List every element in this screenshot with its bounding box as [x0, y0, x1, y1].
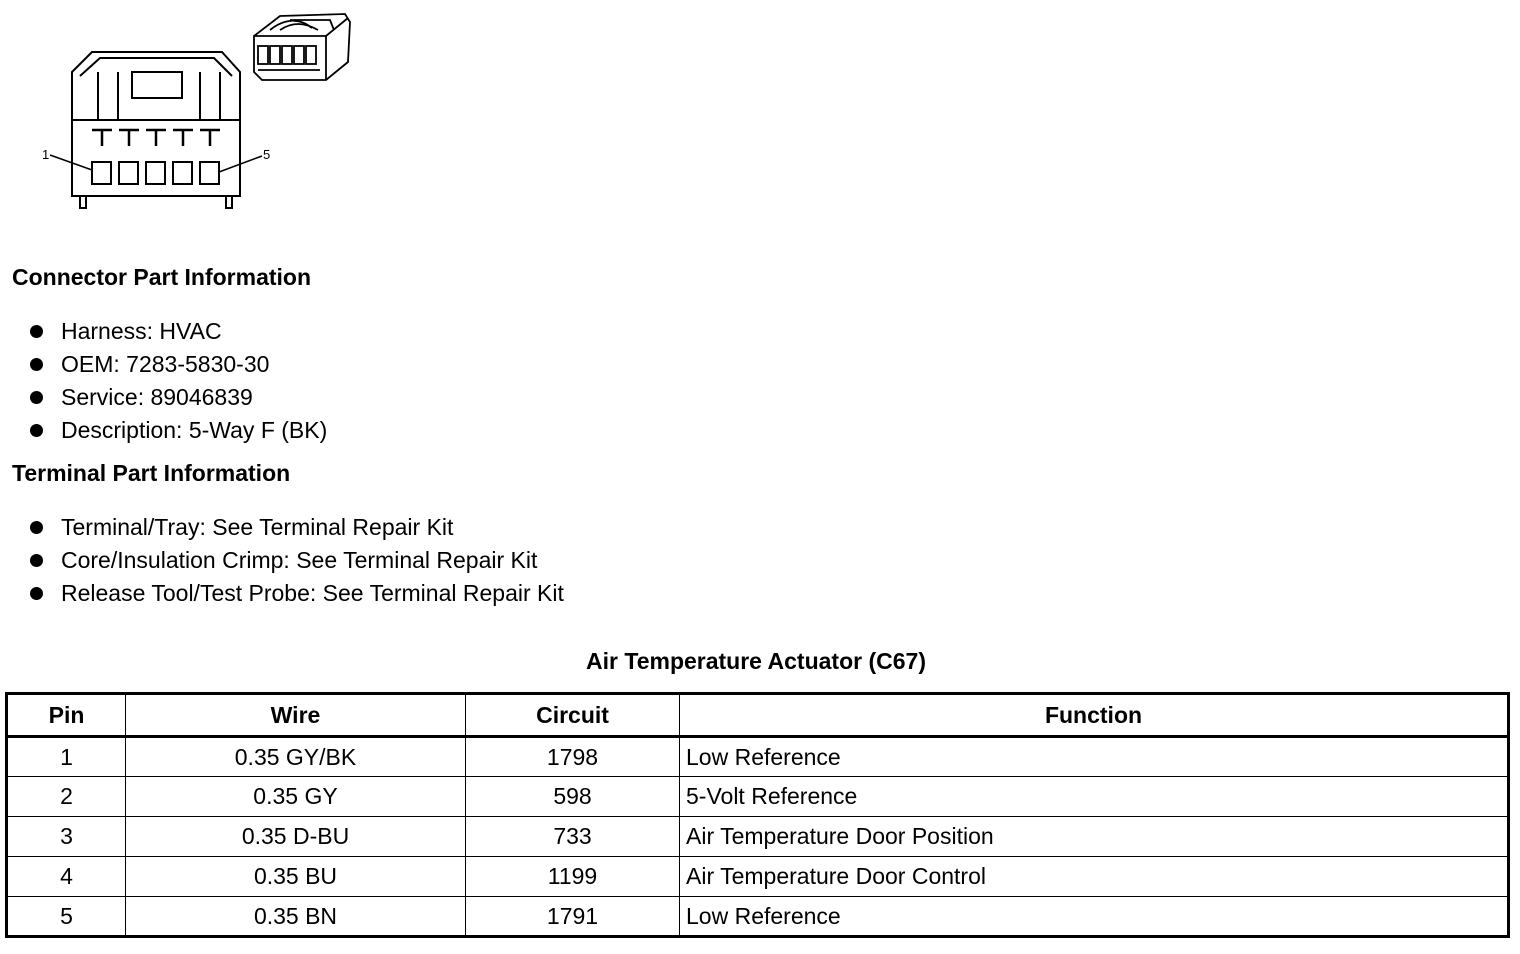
pin-cell: 1	[7, 737, 126, 777]
pin-cell: 3	[7, 817, 126, 857]
table-row	[7, 857, 1509, 897]
column-header-function: Function	[680, 694, 1509, 737]
wire-cell: 0.35 BU	[126, 857, 466, 897]
wire-cell: 0.35 GY/BK	[126, 737, 466, 777]
bullet-icon	[30, 587, 43, 600]
bullet-icon	[30, 391, 43, 404]
terminal-symbols	[92, 130, 220, 146]
function-cell: 5-Volt Reference	[680, 777, 1509, 817]
bullet-icon	[30, 554, 43, 567]
table-header-row	[7, 694, 1509, 737]
list-item: Service: 89046839	[30, 381, 327, 414]
pin-cell: 4	[7, 857, 126, 897]
connector-info-list	[30, 315, 327, 447]
table-row	[7, 777, 1509, 817]
terminal-info-title: Terminal Part Information	[12, 460, 291, 486]
pin-cavities	[92, 162, 219, 184]
list-item: Terminal/Tray: See Terminal Repair Kit	[30, 511, 564, 544]
circuit-cell: 1798	[466, 737, 680, 777]
column-header-wire: Wire	[126, 694, 466, 737]
pinout-table	[5, 692, 1510, 938]
list-item: Description: 5-Way F (BK)	[30, 414, 327, 447]
connector-isometric-view	[254, 14, 350, 80]
wire-cell: 0.35 D-BU	[126, 817, 466, 857]
function-cell: Low Reference	[680, 737, 1509, 777]
bullet-icon	[30, 358, 43, 371]
circuit-cell: 1199	[466, 857, 680, 897]
wire-cell: 0.35 BN	[126, 897, 466, 937]
bullet-icon	[30, 325, 43, 338]
table-row	[7, 897, 1509, 937]
pin-cell: 2	[7, 777, 126, 817]
pin-cell: 5	[7, 897, 126, 937]
column-header-pin: Pin	[7, 694, 126, 737]
terminal-info-list	[30, 511, 564, 610]
bullet-icon	[30, 424, 43, 437]
circuit-cell: 733	[466, 817, 680, 857]
list-item: Release Tool/Test Probe: See Terminal Repair Kit	[30, 577, 564, 610]
function-cell: Air Temperature Door Position	[680, 817, 1509, 857]
circuit-cell: 1791	[466, 897, 680, 937]
column-header-circuit: Circuit	[466, 694, 680, 737]
table-row	[7, 737, 1509, 777]
table-row	[7, 817, 1509, 857]
latch-window	[132, 72, 182, 98]
table-title: Air Temperature Actuator (C67)	[586, 648, 926, 674]
connector-diagram	[30, 8, 360, 213]
pin-label-5: 5	[263, 147, 271, 162]
function-cell: Low Reference	[680, 897, 1509, 937]
connector-info-title: Connector Part Information	[12, 264, 312, 290]
circuit-cell: 598	[466, 777, 680, 817]
pin-label-1: 1	[42, 147, 50, 162]
function-cell: Air Temperature Door Control	[680, 857, 1509, 897]
bullet-icon	[30, 521, 43, 534]
wire-cell: 0.35 GY	[126, 777, 466, 817]
list-item: Harness: HVAC	[30, 315, 327, 348]
list-item: OEM: 7283-5830-30	[30, 348, 327, 381]
list-item: Core/Insulation Crimp: See Terminal Repair Kit	[30, 544, 564, 577]
